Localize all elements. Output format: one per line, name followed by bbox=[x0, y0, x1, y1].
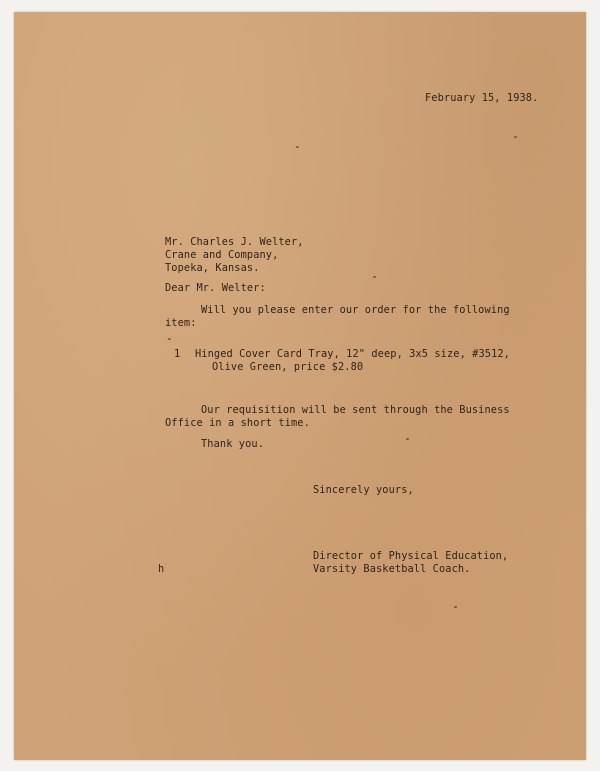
paper-speck bbox=[373, 276, 376, 278]
letter-date: February 15, 1938. bbox=[425, 92, 539, 104]
typist-initials: h bbox=[158, 563, 165, 575]
recipient-company: Crane and Company, bbox=[165, 249, 279, 261]
recipient-name: Mr. Charles J. Welter, bbox=[165, 236, 304, 248]
order-request-line-2: item: bbox=[165, 317, 197, 329]
requisition-line-1: Our requisition will be sent through the Business bbox=[201, 404, 510, 416]
recipient-city: Topeka, Kansas. bbox=[165, 262, 260, 274]
letter-paper bbox=[14, 12, 586, 760]
item-quantity: 1 bbox=[174, 348, 181, 360]
signature-title-2: Varsity Basketball Coach. bbox=[313, 563, 471, 575]
thank-you: Thank you. bbox=[201, 438, 264, 450]
item-description-line-2: Olive Green, price $2.80 bbox=[212, 361, 364, 373]
requisition-line-2: Office in a short time. bbox=[165, 417, 310, 429]
item-description-line-1: Hinged Cover Card Tray, 12" deep, 3x5 size, #3512, bbox=[195, 348, 510, 360]
salutation: Dear Mr. Welter: bbox=[165, 282, 266, 294]
paper-speck bbox=[454, 606, 457, 608]
paper-speck bbox=[514, 136, 517, 138]
paper-speck bbox=[296, 146, 299, 148]
closing: Sincerely yours, bbox=[313, 484, 414, 496]
paper-speck bbox=[406, 438, 409, 440]
paper-speck bbox=[168, 338, 171, 340]
order-request-line-1: Will you please enter our order for the following bbox=[201, 304, 510, 316]
signature-title-1: Director of Physical Education, bbox=[313, 550, 509, 562]
